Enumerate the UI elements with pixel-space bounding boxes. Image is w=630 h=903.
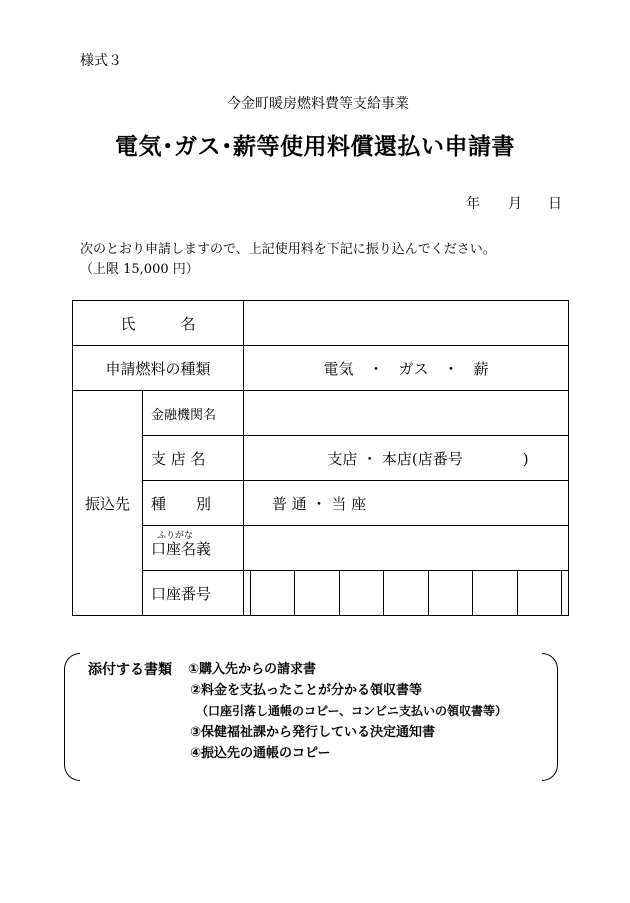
attachments-label: 添付する書類 [88, 662, 172, 678]
instruction-line-1: 次のとおり申請しますので、上記使用料を下記に振り込んでください。 [80, 242, 496, 257]
branch-name-label: 支 店 名 [143, 436, 244, 481]
attachment-item: ④振込先の通帳のコピー [190, 746, 331, 761]
instruction-text [80, 240, 496, 280]
account-holder-label: 口座名義 [151, 539, 212, 558]
form-number: 様式３ [80, 53, 122, 69]
account-digit-cell[interactable] [472, 571, 516, 615]
account-holder-label-wrap [151, 530, 212, 559]
document-title: 電気･ガス･薪等使用料償還払い申請書 [115, 134, 515, 160]
instruction-line-2: （上限 15,000 円） [80, 262, 199, 277]
account-holder-label-cell [143, 526, 244, 571]
date-day: 日 [548, 196, 562, 212]
furigana-label: ふりがな [157, 530, 194, 541]
account-type-label: 種 別 [143, 481, 244, 526]
attachments-box [64, 653, 558, 781]
account-number-cells [244, 571, 568, 615]
bank-name-field[interactable] [244, 391, 569, 436]
name-row [73, 301, 569, 346]
account-number-row [73, 571, 569, 616]
program-name: 今金町暖房燃料費等支給事業 [227, 96, 409, 112]
account-digit-cell[interactable] [339, 571, 383, 615]
attachment-item: ①購入先からの請求書 [188, 662, 317, 677]
account-digit-cell[interactable] [383, 571, 427, 615]
application-table [72, 300, 569, 616]
bank-name-label: 金融機関名 [143, 391, 244, 436]
attachment-item-note: （口座引落し通帳のコピー、コンビニ支払いの領収書等） [196, 704, 508, 718]
account-digit-cell[interactable] [428, 571, 472, 615]
left-bracket [64, 653, 80, 781]
transfer-destination-label: 振込先 [73, 391, 143, 616]
account-holder-field[interactable] [244, 526, 569, 571]
branch-row [73, 436, 569, 481]
date-year: 年 [466, 196, 480, 212]
account-digit-cell[interactable] [517, 571, 562, 615]
account-type-options[interactable]: 普 通 ・ 当 座 [244, 481, 569, 526]
attachments-list [188, 659, 507, 764]
account-holder-row [73, 526, 569, 571]
attachment-item: ②料金を支払ったことが分かる領収書等 [190, 683, 423, 698]
fuel-row [73, 346, 569, 391]
fuel-type-label: 申請燃料の種類 [73, 346, 244, 391]
bank-row [73, 391, 569, 436]
account-number-field[interactable] [244, 571, 569, 616]
fuel-type-options[interactable]: 電気 ・ ガス ・ 薪 [244, 346, 569, 391]
branch-options[interactable]: 支店 ・ 本店(店番号 ) [244, 436, 569, 481]
date-line [466, 193, 562, 213]
right-bracket [542, 653, 558, 781]
date-month: 月 [508, 196, 522, 212]
attachment-item: ③保健福祉課から発行している決定通知書 [190, 725, 436, 740]
account-digit-cell[interactable] [294, 571, 338, 615]
name-label: 氏 名 [73, 301, 244, 346]
name-field[interactable] [244, 301, 569, 346]
account-digit-cell[interactable] [250, 571, 294, 615]
account-number-label: 口座番号 [143, 571, 244, 616]
account-type-row [73, 481, 569, 526]
